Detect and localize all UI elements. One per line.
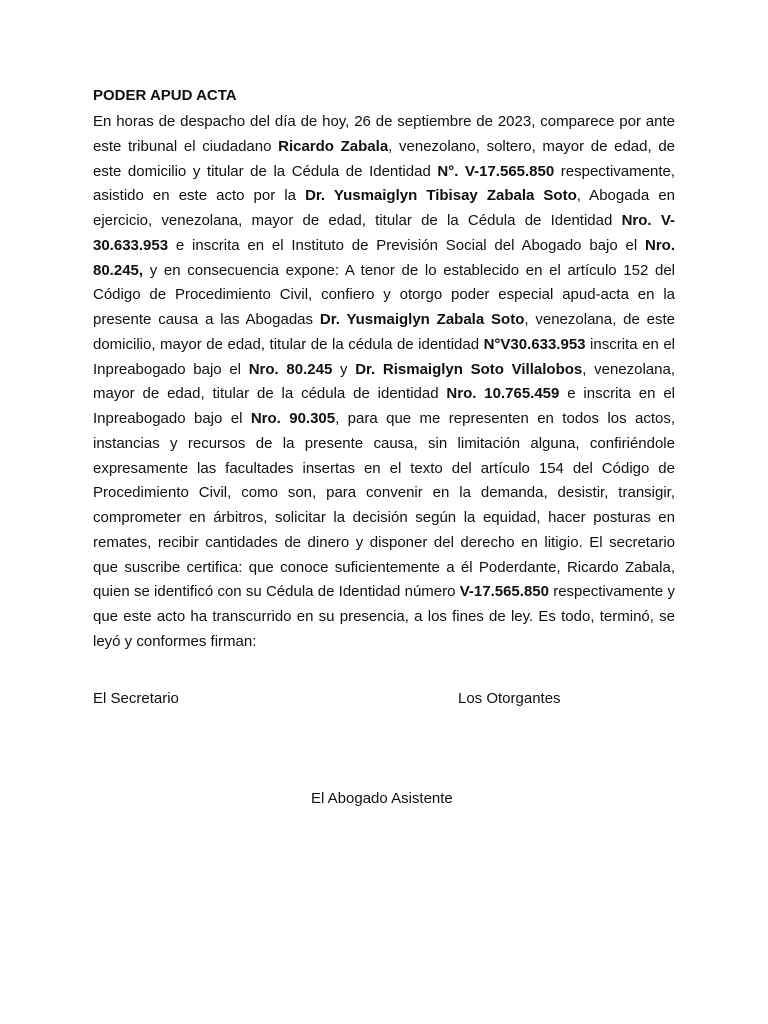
bold-run: Nro. 80.245 <box>248 360 333 378</box>
signature-label-otorgantes: Los Otorgantes <box>458 690 561 707</box>
text-run: respectivamente, asistido en este acto por la <box>93 162 675 205</box>
signature-label-abogado-asistente: El Abogado Asistente <box>311 790 453 807</box>
bold-run: V-17.565.850 <box>459 583 549 601</box>
bold-run: Dr. Yusmaiglyn Zabala Soto <box>319 311 525 328</box>
bold-run: Nro. 90.305 <box>250 410 336 427</box>
text-run: En horas de despacho del día de hoy, 26 de septiembre de 2023, comparece por ante este tribunal el ciudadano <box>93 113 675 155</box>
bold-run: Nro. 10.765.459 <box>446 385 560 403</box>
text-run: y <box>332 360 356 378</box>
text-run: inscrita en el Inpreabogado bajo el <box>93 335 675 378</box>
document-body-paragraph <box>93 110 675 655</box>
text-run: , venezolana, mayor de edad, titular de la cédula de identidad <box>93 360 675 403</box>
text-run: , para que me representen en todos los actos, instancias y recursos de la presente causa, sin limitación alguna, confiriéndole expresamente las facultades insertas en el texto del artículo 154 del Código de Procedimiento Civil, como son, para convenir en la demanda, desistir, transigir, comprometer en árbitros, solicitar la decisión según la equidad, hacer posturas en remates, recibir cantidades de dinero y disponer del derecho en litigio. El secretario que suscribe certifica: que conoce suficientemente a él Poderdante, Ricardo Zabala, quien se identificó con su Cédula de Identidad número <box>93 410 675 601</box>
text-run: y en consecuencia expone: A tenor de lo establecido en el artículo 152 del Código de Procedimiento Civil, confiero y otorgo poder especial apud-acta en la presente causa a las Abogadas <box>93 261 675 328</box>
text-run: , venezolana, de este domicilio, mayor de edad, titular de la cédula de identidad <box>93 311 675 353</box>
bold-run: N°. V-17.565.850 <box>437 162 555 180</box>
text-run: , venezolano, soltero, mayor de edad, de este domicilio y titular de la Cédula de Identidad <box>93 137 676 180</box>
bold-run: Dr. Rismaiglyn Soto Villalobos <box>355 360 583 378</box>
document-title: PODER APUD ACTA <box>93 87 237 104</box>
signature-label-secretario: El Secretario <box>93 690 179 707</box>
text-run: e inscrita en el Inpreabogado bajo el <box>93 385 675 427</box>
bold-run: N°V30.633.953 <box>483 335 586 353</box>
bold-run: Ricardo Zabala <box>278 137 389 155</box>
text-run: e inscrita en el Instituto de Previsión Social del Abogado bajo el <box>168 236 645 254</box>
text-run: respectivamente y que este acto ha transcurrido en su presencia, a los fines de ley. Es todo, terminó, se leyó y conformes firman: <box>93 583 675 650</box>
bold-run: Dr. Yusmaiglyn Tibisay Zabala Soto <box>305 187 577 205</box>
bold-run: Nro. V-30.633.953 <box>93 212 675 254</box>
bold-run: Nro. 80.245, <box>93 236 675 279</box>
text-run: , Abogada en ejercicio, venezolana, mayor de edad, titular de la Cédula de Identidad <box>93 187 676 229</box>
